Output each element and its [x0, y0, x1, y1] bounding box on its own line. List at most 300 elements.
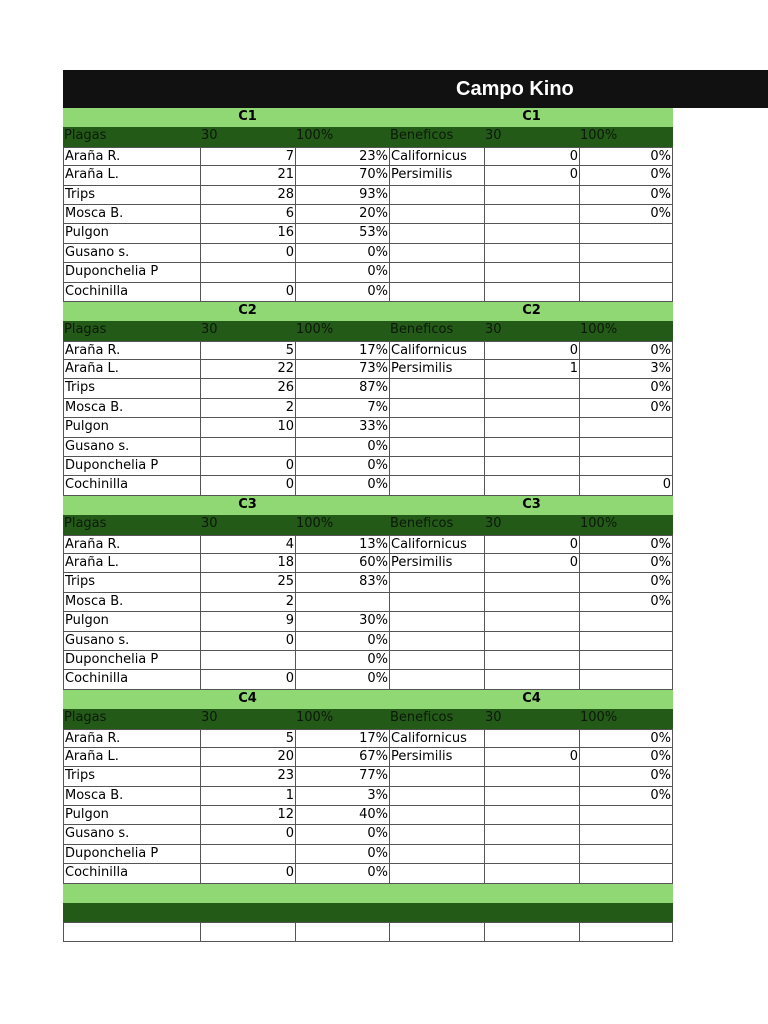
section-cell[interactable]: C1 — [522, 109, 541, 124]
table-cell[interactable]: Californicus — [389, 729, 484, 748]
header-cell[interactable]: 30 — [201, 322, 218, 338]
table-cell[interactable]: 0% — [295, 845, 389, 864]
table-cell[interactable]: 0 — [484, 166, 579, 185]
table-cell[interactable]: 70% — [295, 166, 389, 185]
table-cell[interactable]: Gusano s. — [63, 825, 200, 844]
table-row — [63, 147, 673, 166]
table-cell[interactable]: 0% — [579, 379, 673, 398]
header-cell[interactable] — [63, 903, 200, 922]
section-cell[interactable] — [63, 884, 200, 903]
section-cell[interactable] — [389, 690, 484, 709]
table-cell[interactable]: 0% — [295, 476, 389, 495]
table-cell[interactable]: 0 — [200, 670, 295, 689]
header-cell[interactable]: 30 — [485, 710, 502, 726]
table-cell[interactable] — [389, 845, 484, 864]
table-cell[interactable] — [484, 438, 579, 457]
header-cell[interactable]: 30 — [201, 710, 218, 726]
table-cell[interactable]: 30% — [295, 612, 389, 631]
section-cell[interactable]: C1 — [238, 109, 257, 124]
table-row — [63, 399, 673, 418]
table-cell[interactable] — [579, 224, 673, 243]
section-cell[interactable] — [579, 496, 673, 515]
table-cell[interactable]: 0 — [484, 748, 579, 767]
section-cell[interactable]: C3 — [238, 496, 257, 512]
table-cell[interactable]: Mosca B. — [63, 205, 200, 224]
table-cell[interactable] — [484, 283, 579, 302]
section-cell[interactable] — [389, 496, 484, 515]
table-cell[interactable] — [389, 612, 484, 631]
section-cell[interactable] — [63, 108, 200, 127]
table-cell[interactable]: 0% — [295, 864, 389, 883]
table-cell[interactable] — [295, 922, 389, 941]
section-cell[interactable] — [295, 302, 389, 321]
table-cell[interactable]: Persimilis — [389, 166, 484, 185]
table-cell[interactable] — [389, 632, 484, 651]
table-cell[interactable]: 0% — [295, 263, 389, 282]
table-cell[interactable] — [63, 922, 200, 941]
table-cell[interactable]: 0 — [200, 457, 295, 476]
table-cell[interactable]: Gusano s. — [63, 244, 200, 263]
table-cell[interactable] — [389, 186, 484, 205]
table-cell[interactable] — [389, 244, 484, 263]
table-row — [63, 535, 673, 554]
table-cell[interactable] — [484, 845, 579, 864]
table-cell[interactable]: Araña L. — [63, 748, 200, 767]
table-cell[interactable] — [484, 205, 579, 224]
table-cell[interactable]: 0% — [579, 341, 673, 360]
table-cell[interactable] — [200, 845, 295, 864]
table-cell[interactable]: 21 — [200, 166, 295, 185]
table-cell[interactable]: Trips — [63, 573, 200, 592]
table-row — [63, 166, 673, 185]
table-cell[interactable]: 16 — [200, 224, 295, 243]
table-cell[interactable] — [579, 283, 673, 302]
table-cell[interactable]: Trips — [63, 767, 200, 786]
section-cell[interactable] — [484, 884, 579, 903]
table-cell[interactable]: 0% — [579, 787, 673, 806]
table-cell[interactable]: 3% — [579, 360, 673, 379]
table-cell[interactable]: Araña L. — [63, 360, 200, 379]
table-cell[interactable]: Mosca B. — [63, 593, 200, 612]
header-cell[interactable]: 100% — [296, 710, 334, 726]
table-cell[interactable]: Duponchelia P — [63, 651, 200, 670]
table-cell[interactable]: 40% — [295, 806, 389, 825]
table-cell[interactable] — [484, 476, 579, 495]
table-cell[interactable] — [484, 224, 579, 243]
table-cell[interactable]: 0% — [295, 670, 389, 689]
table-cell[interactable]: 53% — [295, 224, 389, 243]
table-cell[interactable] — [579, 806, 673, 825]
table-cell[interactable]: 0% — [579, 729, 673, 748]
table-cell[interactable] — [579, 670, 673, 689]
table-cell[interactable]: Araña R. — [63, 535, 200, 554]
table-cell[interactable] — [389, 922, 484, 941]
table-row — [63, 244, 673, 263]
table-cell[interactable]: Cochinilla — [63, 476, 200, 495]
table-cell[interactable]: Araña R. — [63, 341, 200, 360]
table-cell[interactable]: 22 — [200, 360, 295, 379]
table-cell[interactable] — [389, 379, 484, 398]
table-cell[interactable] — [200, 922, 295, 941]
table-cell[interactable] — [389, 767, 484, 786]
table-cell[interactable] — [389, 864, 484, 883]
table-cell[interactable]: 1 — [484, 360, 579, 379]
table-cell[interactable] — [484, 263, 579, 282]
table-cell[interactable] — [579, 845, 673, 864]
table-cell[interactable]: 2 — [200, 593, 295, 612]
section-cell[interactable] — [63, 496, 200, 515]
table-cell[interactable]: 26 — [200, 379, 295, 398]
table-cell[interactable]: 4 — [200, 535, 295, 554]
header-cell[interactable]: Beneficos — [390, 322, 454, 338]
table-cell[interactable] — [484, 825, 579, 844]
header-cell[interactable]: Beneficos — [390, 710, 454, 726]
header-cell[interactable]: Beneficos — [390, 128, 454, 144]
table-cell[interactable]: Trips — [63, 186, 200, 205]
table-cell[interactable]: 25 — [200, 573, 295, 592]
table-cell[interactable] — [484, 806, 579, 825]
section-header-row — [63, 496, 673, 515]
table-row — [63, 767, 673, 786]
table-cell[interactable]: 0% — [579, 399, 673, 418]
table-cell[interactable] — [200, 438, 295, 457]
table-cell[interactable]: 7 — [200, 147, 295, 166]
table-cell[interactable]: Araña R. — [63, 147, 200, 166]
table-cell[interactable]: 0% — [579, 593, 673, 612]
table-cell[interactable]: 0% — [579, 147, 673, 166]
section-header-row — [63, 108, 673, 127]
header-cell[interactable]: Beneficos — [390, 516, 454, 532]
table-cell[interactable]: 0 — [484, 554, 579, 573]
table-cell[interactable]: 0 — [484, 147, 579, 166]
section-cell[interactable] — [295, 108, 389, 127]
table-cell[interactable]: 0% — [579, 166, 673, 185]
table-row — [63, 438, 673, 457]
table-cell[interactable]: 5 — [200, 729, 295, 748]
table-cell[interactable]: 9 — [200, 612, 295, 631]
table-cell[interactable]: 0% — [579, 573, 673, 592]
table-cell[interactable] — [484, 573, 579, 592]
table-cell[interactable]: 93% — [295, 186, 389, 205]
table-cell[interactable] — [389, 438, 484, 457]
table-cell[interactable]: 13% — [295, 535, 389, 554]
table-row — [63, 263, 673, 282]
table-cell[interactable] — [484, 922, 579, 941]
table-cell[interactable]: 0% — [579, 767, 673, 786]
table-cell[interactable] — [389, 457, 484, 476]
section-header-row — [63, 690, 673, 709]
header-cell[interactable]: 30 — [485, 128, 502, 144]
table-cell[interactable]: 5 — [200, 341, 295, 360]
table-cell[interactable]: 0 — [200, 632, 295, 651]
header-cell[interactable]: 100% — [296, 322, 334, 338]
table-row — [63, 457, 673, 476]
section-cell[interactable] — [389, 884, 484, 903]
table-cell[interactable]: 0% — [295, 438, 389, 457]
table-cell[interactable]: 20% — [295, 205, 389, 224]
table-cell[interactable]: 0% — [579, 186, 673, 205]
header-cell[interactable]: 100% — [580, 322, 618, 338]
table-cell[interactable] — [579, 438, 673, 457]
table-cell[interactable] — [484, 729, 579, 748]
table-cell[interactable]: 28 — [200, 186, 295, 205]
table-cell[interactable] — [484, 670, 579, 689]
table-cell[interactable]: 0 — [200, 476, 295, 495]
header-cell[interactable]: 100% — [580, 516, 618, 532]
header-cell[interactable]: 30 — [485, 322, 502, 338]
spreadsheet-grid — [63, 108, 673, 942]
section-cell[interactable] — [389, 302, 484, 321]
table-cell[interactable]: 0% — [295, 632, 389, 651]
table-cell[interactable]: 18 — [200, 554, 295, 573]
table-row — [63, 418, 673, 437]
page-title: Campo Kino — [456, 78, 574, 100]
table-cell[interactable] — [579, 632, 673, 651]
table-cell[interactable]: 17% — [295, 341, 389, 360]
section-cell[interactable]: C4 — [522, 690, 541, 706]
table-cell[interactable] — [484, 186, 579, 205]
header-cell[interactable]: Plagas — [64, 128, 107, 144]
table-cell[interactable]: 0% — [579, 748, 673, 767]
table-cell[interactable]: 1 — [200, 787, 295, 806]
table-cell[interactable]: 73% — [295, 360, 389, 379]
table-cell[interactable]: 0% — [579, 554, 673, 573]
table-cell[interactable]: Gusano s. — [63, 438, 200, 457]
table-cell[interactable]: 0 — [200, 244, 295, 263]
header-cell[interactable]: Plagas — [64, 516, 107, 532]
header-cell[interactable]: 100% — [296, 128, 334, 144]
table-cell[interactable]: Duponchelia P — [63, 263, 200, 282]
table-cell[interactable]: 6 — [200, 205, 295, 224]
table-cell[interactable]: 0 — [484, 341, 579, 360]
header-cell[interactable]: 100% — [296, 516, 334, 532]
table-cell[interactable] — [579, 457, 673, 476]
table-cell[interactable] — [389, 399, 484, 418]
section-cell[interactable] — [295, 496, 389, 515]
table-cell[interactable]: 0 — [579, 476, 673, 495]
table-cell[interactable] — [389, 825, 484, 844]
table-cell[interactable]: 20 — [200, 748, 295, 767]
empty-table-row — [63, 922, 673, 941]
section-header-row — [63, 302, 673, 321]
table-row — [63, 729, 673, 748]
table-cell[interactable]: 67% — [295, 748, 389, 767]
section-cell[interactable] — [579, 302, 673, 321]
table-cell[interactable] — [389, 651, 484, 670]
section-cell[interactable] — [389, 108, 484, 127]
table-cell[interactable] — [484, 244, 579, 263]
table-cell[interactable]: 0% — [579, 535, 673, 554]
table-cell[interactable]: Pulgon — [63, 224, 200, 243]
table-cell[interactable]: 0 — [200, 825, 295, 844]
table-cell[interactable] — [579, 244, 673, 263]
table-cell[interactable] — [579, 864, 673, 883]
table-cell[interactable]: 3% — [295, 787, 389, 806]
table-cell[interactable]: 0% — [295, 244, 389, 263]
section-cell[interactable] — [579, 884, 673, 903]
header-cell[interactable]: 100% — [580, 128, 618, 144]
header-cell[interactable] — [484, 903, 579, 922]
table-row — [63, 224, 673, 243]
table-cell[interactable]: Cochinilla — [63, 283, 200, 302]
table-cell[interactable] — [484, 418, 579, 437]
header-cell[interactable] — [200, 903, 295, 922]
section-cell[interactable]: C2 — [238, 302, 257, 318]
table-row — [63, 670, 673, 689]
table-row — [63, 476, 673, 495]
table-row — [63, 186, 673, 205]
table-cell[interactable]: 10 — [200, 418, 295, 437]
section-cell[interactable]: C3 — [522, 496, 541, 512]
table-cell[interactable]: Pulgon — [63, 612, 200, 631]
table-cell[interactable] — [484, 632, 579, 651]
table-cell[interactable]: 23 — [200, 767, 295, 786]
table-cell[interactable]: Pulgon — [63, 418, 200, 437]
section-cell[interactable]: C2 — [522, 302, 541, 318]
table-row — [63, 573, 673, 592]
table-cell[interactable]: Araña L. — [63, 166, 200, 185]
table-cell[interactable]: 0% — [295, 457, 389, 476]
table-row — [63, 825, 673, 844]
column-header-row — [63, 127, 673, 146]
table-cell[interactable]: 2 — [200, 399, 295, 418]
table-cell[interactable] — [389, 670, 484, 689]
table-cell[interactable]: Californicus — [389, 341, 484, 360]
table-cell[interactable] — [389, 476, 484, 495]
table-cell[interactable]: 0% — [295, 651, 389, 670]
table-cell[interactable] — [295, 593, 389, 612]
column-header-row — [63, 321, 673, 340]
table-cell[interactable]: Californicus — [389, 147, 484, 166]
table-row — [63, 806, 673, 825]
table-cell[interactable] — [579, 651, 673, 670]
table-cell[interactable]: Cochinilla — [63, 864, 200, 883]
header-cell[interactable] — [579, 903, 673, 922]
table-cell[interactable] — [579, 612, 673, 631]
table-cell[interactable] — [389, 224, 484, 243]
section-cell[interactable] — [579, 690, 673, 709]
table-cell[interactable] — [389, 205, 484, 224]
table-row — [63, 651, 673, 670]
table-cell[interactable] — [579, 263, 673, 282]
table-row — [63, 593, 673, 612]
table-cell[interactable] — [200, 651, 295, 670]
table-cell[interactable] — [484, 457, 579, 476]
header-cell[interactable]: 30 — [485, 516, 502, 532]
table-cell[interactable]: Persimilis — [389, 748, 484, 767]
table-cell[interactable] — [484, 767, 579, 786]
section-cell[interactable] — [579, 108, 673, 127]
title-bar — [63, 70, 768, 108]
table-cell[interactable]: Cochinilla — [63, 670, 200, 689]
table-cell[interactable] — [484, 399, 579, 418]
table-cell[interactable]: Persimilis — [389, 554, 484, 573]
table-cell[interactable] — [484, 379, 579, 398]
table-cell[interactable] — [484, 593, 579, 612]
table-cell[interactable]: Mosca B. — [63, 787, 200, 806]
table-cell[interactable] — [579, 825, 673, 844]
table-cell[interactable]: 33% — [295, 418, 389, 437]
table-cell[interactable] — [484, 651, 579, 670]
column-header-row — [63, 709, 673, 728]
table-cell[interactable]: Duponchelia P — [63, 457, 200, 476]
table-cell[interactable] — [389, 263, 484, 282]
table-cell[interactable]: Californicus — [389, 535, 484, 554]
table-cell[interactable]: Persimilis — [389, 360, 484, 379]
table-cell[interactable]: Trips — [63, 379, 200, 398]
table-cell[interactable]: 12 — [200, 806, 295, 825]
table-cell[interactable]: 83% — [295, 573, 389, 592]
table-cell[interactable] — [389, 283, 484, 302]
table-cell[interactable]: Pulgon — [63, 806, 200, 825]
table-cell[interactable]: Duponchelia P — [63, 845, 200, 864]
table-cell[interactable] — [389, 806, 484, 825]
table-cell[interactable]: Araña R. — [63, 729, 200, 748]
header-cell[interactable]: Plagas — [64, 710, 107, 726]
table-cell[interactable] — [484, 787, 579, 806]
section-cell[interactable] — [63, 302, 200, 321]
table-row — [63, 283, 673, 302]
table-row — [63, 748, 673, 767]
table-cell[interactable] — [484, 612, 579, 631]
table-row — [63, 864, 673, 883]
table-cell[interactable]: 87% — [295, 379, 389, 398]
table-cell[interactable] — [389, 573, 484, 592]
table-cell[interactable]: 7% — [295, 399, 389, 418]
table-row — [63, 341, 673, 360]
table-cell[interactable] — [389, 418, 484, 437]
table-cell[interactable] — [389, 787, 484, 806]
header-cell[interactable]: 100% — [580, 710, 618, 726]
section-cell[interactable]: C4 — [238, 690, 257, 706]
section-cell[interactable] — [295, 884, 389, 903]
section-cell[interactable] — [63, 690, 200, 709]
table-row — [63, 845, 673, 864]
table-row — [63, 379, 673, 398]
table-cell[interactable]: 0 — [484, 535, 579, 554]
section-cell[interactable] — [200, 884, 295, 903]
table-cell[interactable]: 0 — [200, 283, 295, 302]
table-cell[interactable] — [389, 593, 484, 612]
table-cell[interactable] — [484, 864, 579, 883]
table-row — [63, 205, 673, 224]
empty-header-row — [63, 903, 673, 922]
table-cell[interactable]: 0% — [295, 283, 389, 302]
table-cell[interactable]: 17% — [295, 729, 389, 748]
table-cell[interactable]: 0% — [295, 825, 389, 844]
table-row — [63, 787, 673, 806]
table-cell[interactable]: Gusano s. — [63, 632, 200, 651]
header-cell[interactable]: 30 — [201, 516, 218, 532]
table-cell[interactable]: 23% — [295, 147, 389, 166]
column-header-row — [63, 515, 673, 534]
header-cell[interactable] — [295, 903, 389, 922]
header-cell[interactable]: Plagas — [64, 322, 107, 338]
table-cell[interactable] — [200, 263, 295, 282]
table-cell[interactable]: 0% — [579, 205, 673, 224]
header-cell[interactable] — [389, 903, 484, 922]
empty-section-row — [63, 884, 673, 903]
table-cell[interactable] — [579, 922, 673, 941]
table-cell[interactable] — [579, 418, 673, 437]
header-cell[interactable]: 30 — [201, 128, 218, 144]
table-cell[interactable]: 60% — [295, 554, 389, 573]
table-cell[interactable]: 0 — [200, 864, 295, 883]
section-cell[interactable] — [295, 690, 389, 709]
table-cell[interactable]: Araña L. — [63, 554, 200, 573]
table-cell[interactable]: 77% — [295, 767, 389, 786]
table-cell[interactable]: Mosca B. — [63, 399, 200, 418]
